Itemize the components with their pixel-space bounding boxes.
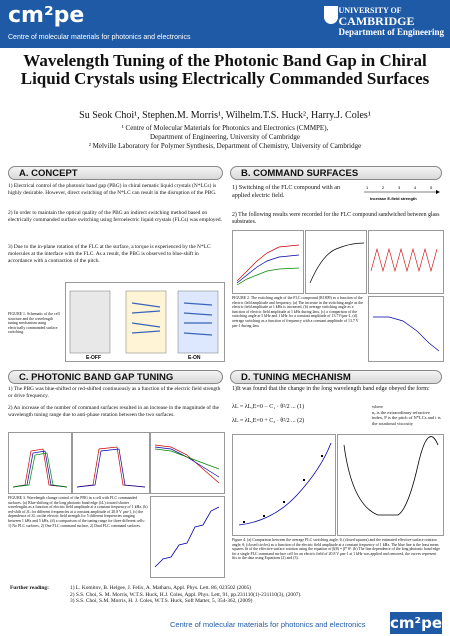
figure-2b	[305, 230, 367, 294]
equation-note: nₑ is the extraordinary refractive index, P is the pitch of N*LCs and t is the rotational viscosity	[372, 409, 441, 426]
section-a-p1: 1) Electrical control of the photonic band gap (PBG) in chiral nematic liquid crystals (N*LCs) is highly desirable. However, direct switching of the N*LC can result in the disruption of the PBG.	[8, 183, 217, 196]
reference-list	[70, 585, 370, 605]
section-c-p1: 1) The PBG was blue-shifted or red-shifted continuously as a function of the electric field strength or drive frequency.	[8, 386, 221, 399]
figure-2d	[368, 296, 444, 362]
figure-1-caption: FIGURE 1. Schematic of the cell structure and the wavelength tuning mechanism using electrically commanded surface switching.	[8, 312, 60, 335]
affiliations	[0, 124, 450, 151]
header-bar	[0, 0, 450, 48]
uni-line2: CAMBRIDGE	[338, 14, 415, 28]
uni-line1: UNIVERSITY OF	[338, 6, 402, 15]
schematic-svg	[66, 283, 224, 361]
footer-logo: cm²pe	[390, 614, 443, 632]
figure-3a	[8, 432, 72, 494]
authors: Su Seok Choi¹, Stephen.M. Morris¹, Wilhelm.T.S. Huck², Harry.J. Coles¹	[79, 110, 371, 121]
figure-2d-svg	[369, 297, 443, 361]
section-c-heading: C. PHOTONIC BAND GAP TUNING	[8, 370, 223, 384]
reference-3: 3) S.S. Choi, S.M. Morris, H. J. Coles, W.T.S. Huck, Soft Matter, 5, 354-362, (2009)	[70, 598, 253, 605]
figure-3d-svg	[151, 497, 224, 577]
figure-2c	[368, 230, 444, 294]
eon-label: E-ON	[188, 355, 201, 361]
equation-1: λL = λL,E=0 − C₁ · θ²/2 ... (1)	[232, 404, 305, 410]
figure-3b	[72, 432, 150, 494]
figure-4a	[232, 434, 336, 536]
scale-num-4: 4	[414, 185, 417, 190]
university-logo	[339, 6, 445, 37]
figure-2a-svg	[233, 231, 303, 293]
figure-3c	[150, 432, 225, 494]
figure-4a-svg	[233, 435, 335, 535]
affiliation-1: ¹ Centre of Molecular Materials for Photonics and Electronics (CMMPE),	[121, 124, 329, 132]
affiliation-3: ² Melville Laboratory for Polymer Synthesis, Department of Chemistry, University of Cambridge	[88, 142, 362, 150]
section-a-p2: 2) In order to maintain the optical quality of the PBG an indirect switching method based on electrically commanded surface switching using ferroelectric liquid crystals (FLCs) was employed.	[8, 210, 222, 223]
scale-label: Increase E-field strength	[370, 196, 417, 201]
figure-2-caption: FIGURE 2. The switching angle of the FLC compound (R1809) as a function of the electric field amplitude and frequency. (a) The increase in the switching angle as the electric field amplitude at 1 kHz is increased, (b) average switching angle as a function of electric field amplitude at 1 kHz during 2ms, (c) a comparison of the switching angle at 5 kHz and 1 kHz for a constant amplitude of 13.7V/μm-1, (d) average switching as a function of frequency with a constant amplitude of 13.7 V μm-1 during 2ms	[232, 296, 364, 328]
figure-4-caption: Figure 4. (a) Comparison between the average FLC switching angle, θ, (closed squares) and the estimated effective surface rotation angle, θ, (closed circles) as a function of the electric field amplitude at a constant frequency of 1 kHz. The blue line is the least mean squares fit of the effective surface rotation using the equation of β(θ) = β* θ². (b) The line dependence of the long photonic band edge for a single FLC command surface cell for an electric field of 20.8 V μm-1 at 1 kHz was applied and removed, the curves represent fits to the data using Equations (2) and (3).	[232, 538, 440, 561]
further-reading	[10, 585, 302, 605]
figure-4b	[337, 434, 444, 536]
e-field-scale	[360, 184, 440, 206]
poster-title: Wavelength Tuning of the Photonic Band Gap in Chiral Liquid Crystals using Electrically Commanded Surfaces	[20, 51, 430, 88]
eoff-label: E-OFF	[86, 355, 101, 361]
scale-num-3: 3	[398, 185, 401, 190]
where-label: where	[372, 404, 383, 409]
figure-3a-svg	[9, 433, 71, 493]
concept-schematic	[65, 282, 225, 362]
e-field-scale-svg	[360, 184, 440, 206]
affiliation-2: Department of Engineering, University of Cambridge	[149, 133, 301, 141]
equation-where	[372, 404, 442, 426]
footer-text: Centre of molecular materials for photonics and electronics	[170, 620, 366, 629]
figure-3c-svg	[151, 433, 224, 493]
uni-line3: Department of Engineering	[338, 27, 444, 37]
scale-num-2: 2	[382, 185, 385, 190]
section-d-heading: D. TUNING MECHANISM	[230, 370, 442, 384]
reference-2: 2) S.S. Choi, S. M. Morris, W.T.S. Huck, H.J. Coles, Appl. Phys. Lett, 91, pp.231110(1)-231110(3), (2007).	[70, 591, 302, 598]
figure-2b-svg	[306, 231, 366, 293]
equation-2: λL = λL,E=0 + C₂ · θ²/2 ... (2)	[232, 418, 305, 424]
figure-4b-svg	[338, 435, 443, 535]
section-c-p2: 2) An increase of the number of command surfaces resulted in an increase in the magnitude of the wavelength tuning range due to anti-phase rotation between the two surfaces.	[8, 405, 219, 418]
section-a-heading: A. CONCEPT	[8, 166, 223, 180]
figure-3d	[150, 496, 225, 578]
figure-2c-svg	[369, 231, 443, 293]
scale-num-5: 5	[430, 185, 433, 190]
section-b-heading: B. COMMAND SURFACES	[230, 166, 442, 180]
figure-3b-svg	[73, 433, 149, 493]
further-reading-title: Further reading:	[10, 585, 49, 591]
section-b-p1: 1) Switching of the FLC compound with an applied electric field.	[232, 184, 341, 199]
figure-2a	[232, 230, 304, 294]
figure-3-caption: FIGURE 3. Wavelength change control of the PBG in a cell with FLC commanded surfaces. (a) Blue-shifting of the long photonic band edge (λL) toward shorter wavelengths as a function of electric field amplitude at a constant frequency of 1 kHz, (b) red-shift of λL for different frequencies at a constant amplitude of 20.8 V μm-1, (c) the dependence of λL on the electric field strength for 5 different frequencies ranging between 1 kHz and 5 kHz, (d) a comparison of the tuning range for three different cells: 1) No FLC surfaces, 2) One FLC command surface, 2) Dual FLC command surfaces.	[8, 496, 148, 528]
cambridge-crest-icon	[324, 6, 338, 24]
cmmpe-logo: cm²pe	[8, 3, 85, 28]
scale-num-1: 1	[366, 185, 369, 190]
header-tagline: Centre of molecular materials for photonics and electronics	[8, 34, 191, 41]
section-a-p3: 3) Due to the in-plane rotation of the FLC at the surface, a torque is experienced by the N*LC molecules at the interface with the FLC. As a result, the PBG is observed to blue-shift in accordance with a contraction of the pitch.	[8, 244, 211, 264]
reference-1: 1) L. Komitov, B. Helgee, J. Felix, A. Matharu, Appl. Phys. Lett. 86, 023502 (2005)	[70, 585, 252, 591]
section-d-p1: 1)It was found that the change in the long wavelength band edge obeyed the form:	[232, 386, 430, 392]
section-b-p2: 2) The following results were recorded for the FLC compound sandwiched between glass substrates.	[232, 212, 440, 225]
